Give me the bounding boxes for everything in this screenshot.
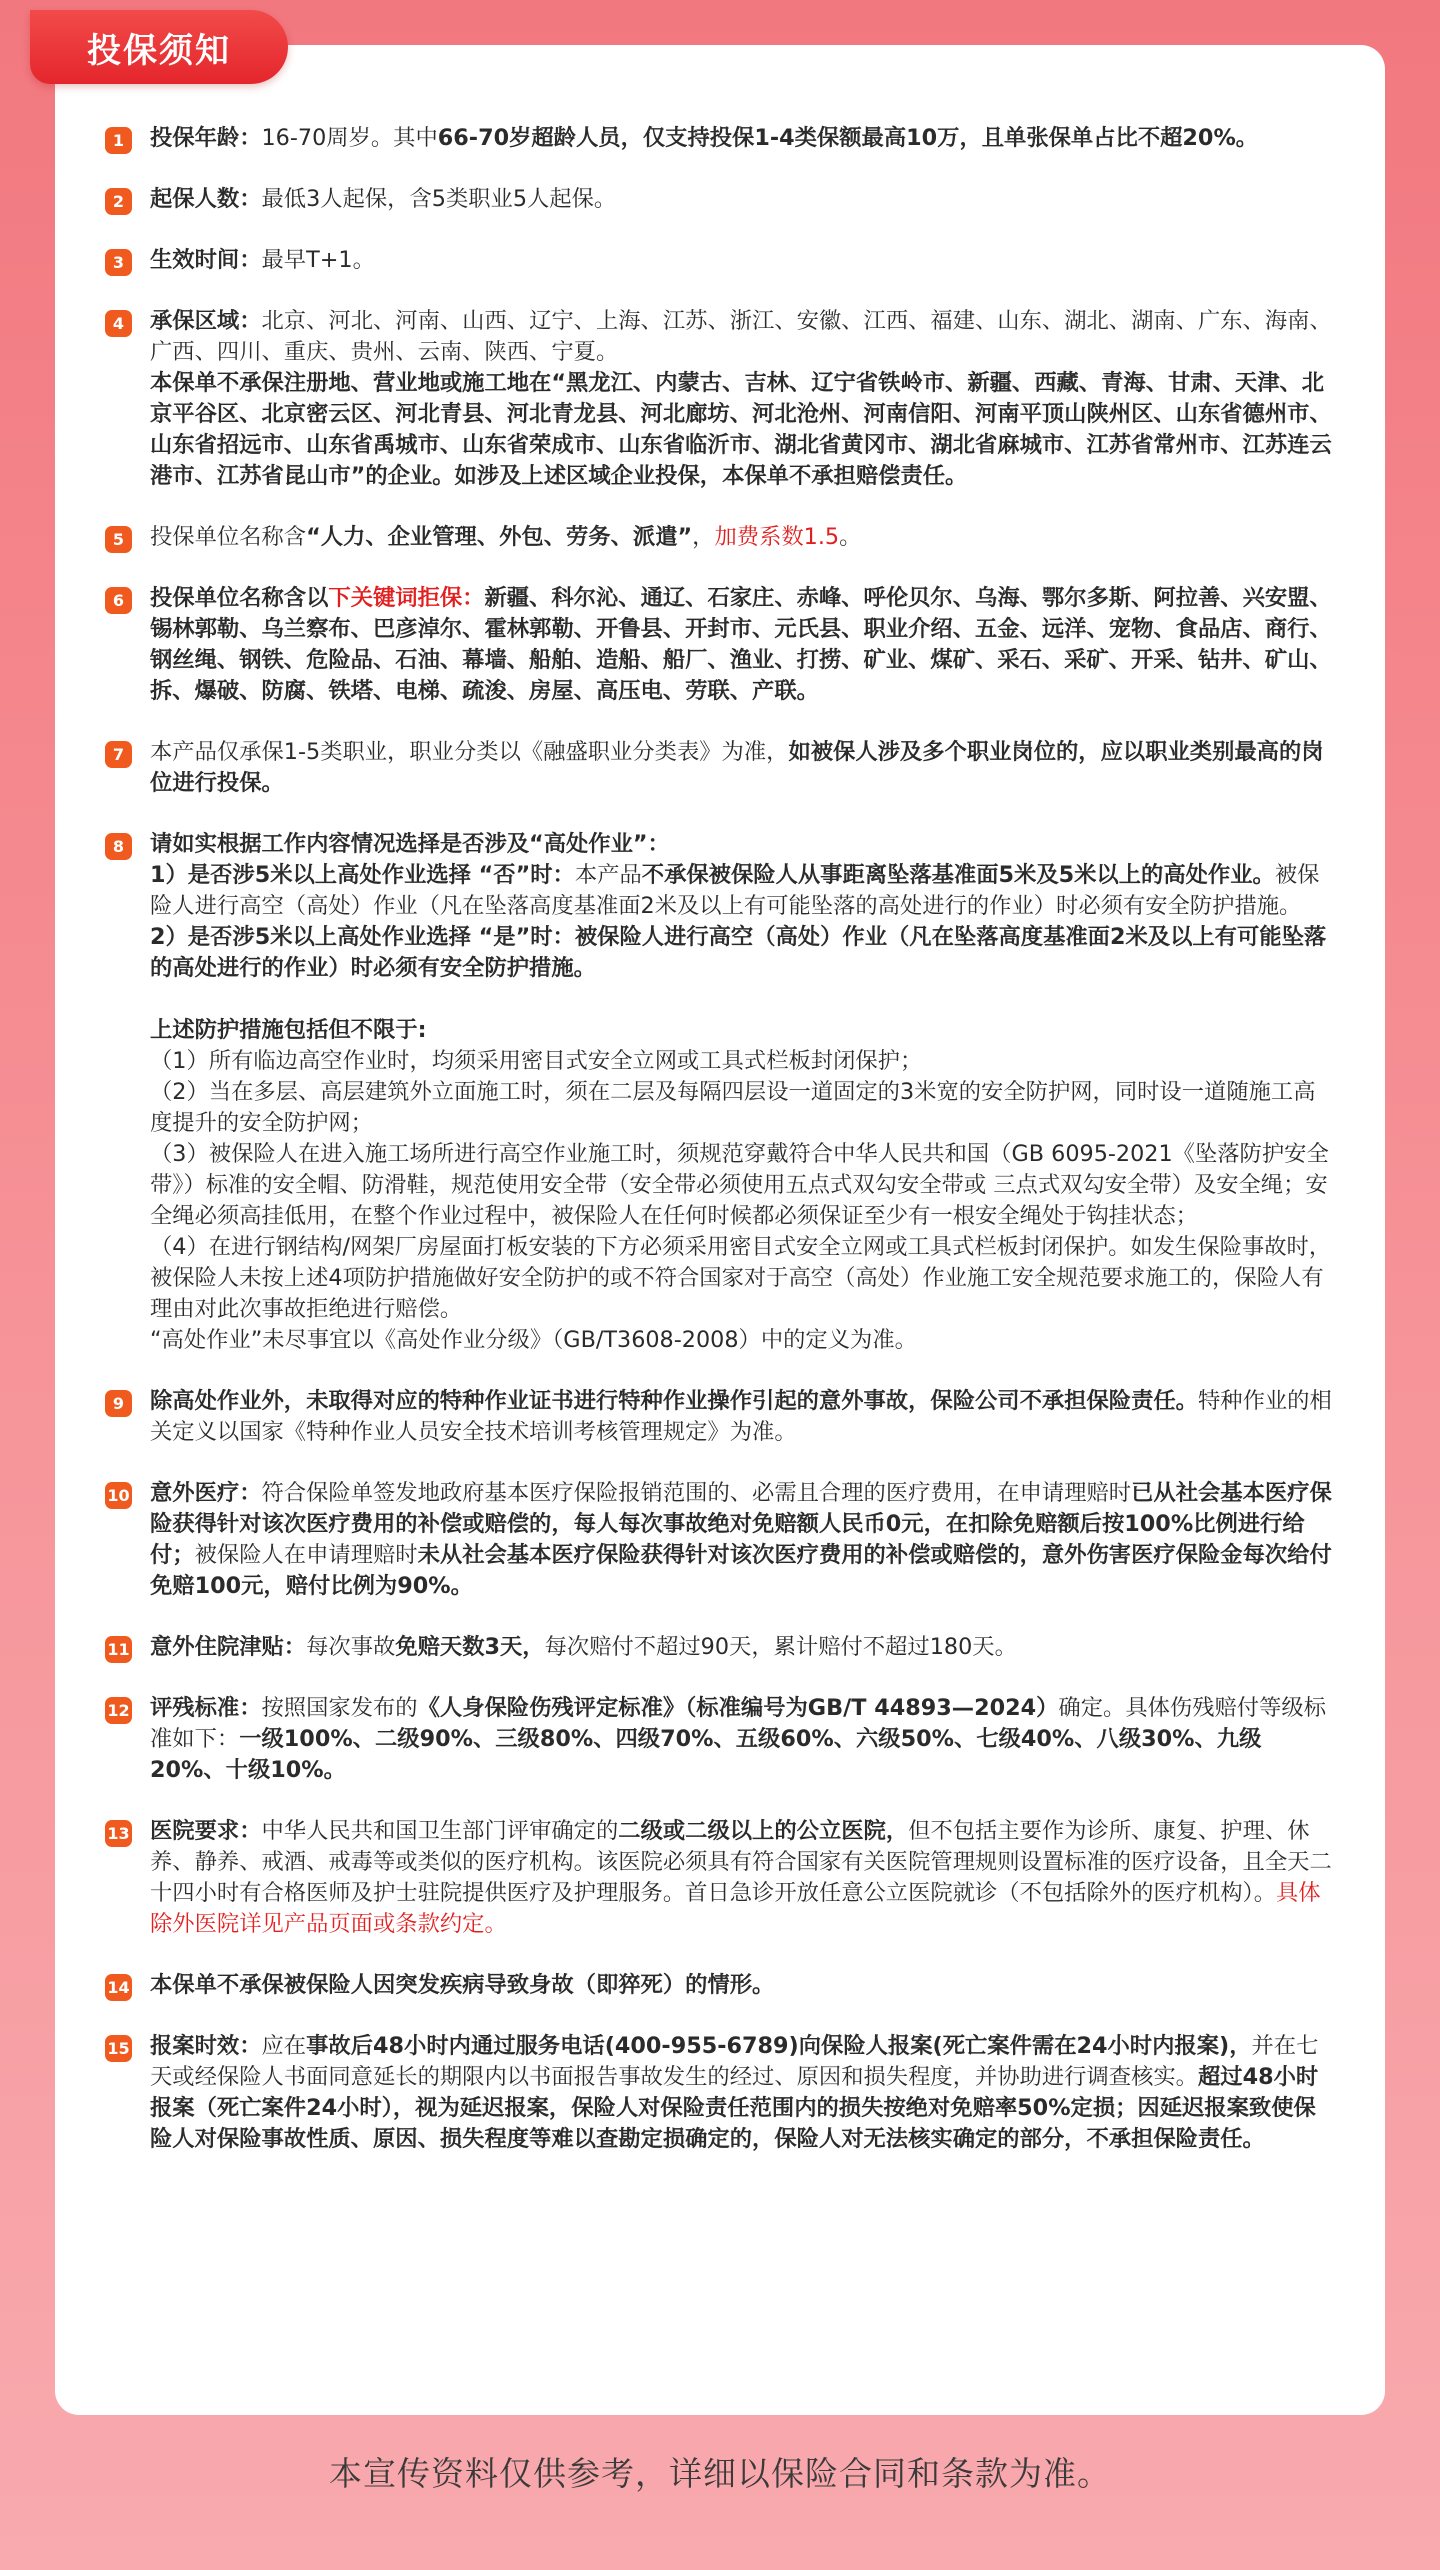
item-number-badge: 7 <box>105 741 132 768</box>
item-text: （4）在进行钢结构/网架厂房屋面打板安装的下方必须采用密目式安全立网或工具式栏板封闭保护。如发生保险事故时，被保险人未按上述4项防护措施做好安全防护的或不符合国家对于高空（高处）作业施工安全规范要求施工的，保险人有理由对此次事故拒绝进行赔偿。 <box>150 1234 1332 1322</box>
item-number-badge: 13 <box>105 1820 132 1847</box>
item-number-badge: 12 <box>105 1697 132 1724</box>
item-text-bold: “人力、企业管理、外包、劳务、派遣” <box>306 524 693 550</box>
item-text-bold: 免赔天数3天， <box>395 1634 545 1660</box>
item-text: 。 <box>839 524 862 550</box>
item-text: 北京、河北、河南、山西、辽宁、上海、江苏、浙江、安徽、江西、福建、山东、湖北、湖南、广东、海南、广西、四川、重庆、贵州、云南、陕西、宁夏。 <box>150 308 1332 365</box>
item-label: 医院要求： <box>150 1818 262 1844</box>
item-label: 起保人数： <box>150 186 262 212</box>
notice-item-11 <box>105 1632 1335 1663</box>
item-text-bold: 已从社会基本医疗保险获得针对该次医疗费用的补偿或赔偿的，每人每次事故绝对免赔额人民币0元，在扣除免赔额后按100%比例进行给付； <box>150 1480 1332 1568</box>
item-text-red: 下关键词拒保： <box>328 585 485 611</box>
item-text: “高处作业”未尽事宜以《高处作业分级》（GB/T3608-2008）中的定义为准。 <box>150 1327 917 1353</box>
item-label: 投保年龄： <box>150 125 262 151</box>
item-text-bold: 如被保人涉及多个职业岗位的，应以职业类别最高的岗位进行投保。 <box>150 739 1324 796</box>
item-text: 投保单位名称含 <box>150 524 307 550</box>
notice-item-13 <box>105 1816 1335 1940</box>
item-text: （3）被保险人在进入施工场所进行高空作业施工时，须规范穿戴符合中华人民共和国（GB 6095-2021《坠落防护安全带》）标准的安全帽、防滑鞋，规范使用安全带（安全带必须使用五点式双勾安全带或 三点式双勾安全带）及安全绳；安全绳必须高挂低用，在整个作业过程中，被保险人在任何时候都必须保证至少有一根安全绳处于钩挂状态； <box>150 1141 1329 1229</box>
item-text-bold: 1）是否涉5米以上高处作业选择 “否”时： <box>150 862 575 888</box>
item-text-bold: 二级或二级以上的公立医院， <box>618 1818 909 1844</box>
item-text: ， <box>692 524 715 550</box>
item-text: 本产品 <box>574 862 642 888</box>
notice-card <box>55 45 1385 2415</box>
notice-title-badge: 投保须知 <box>30 10 288 84</box>
item-number-badge: 11 <box>105 1636 132 1663</box>
item-label: 报案时效： <box>150 2033 262 2059</box>
item-text: 但不包括主要作为诊所、康复、护理、休养、静养、戒酒、戒毒等或类似的医疗机构。该医院必须具有符合国家有关医院管理规则设置标准的医疗设备，且全天二十四小时有合格医师及护士驻院提供医疗及护理服务。首日急诊开放任意公立医院就诊（不包括除外的医疗机构）。 <box>150 1818 1332 1906</box>
item-text: 最低3人起保，含5类职业5人起保。 <box>261 186 617 212</box>
item-text-bold: 66-70岁超龄人员，仅支持投保1-4类保额最高10万，且单张保单占比不超20%。 <box>437 125 1259 151</box>
item-text: 最早T+1。 <box>261 247 375 273</box>
notice-item-8 <box>105 829 1335 1356</box>
item-text: 确定。具体伤残赔付等级标准如下： <box>150 1695 1326 1752</box>
item-text-bold: 超过48小时报案（死亡案件24小时），视为延迟报案，保险人对保险责任范围内的损失按绝对免赔率50%定损；因延迟报案致使保险人对保险事故性质、原因、损失程度等难以查勘定损确定的，保险人对无法核实确定的部分，不承担保险责任。 <box>150 2064 1319 2152</box>
item-subheading: 上述防护措施包括但不限于: <box>150 1017 427 1043</box>
item-text-bold: 事故后48小时内通过服务电话(400-955-6789)向保险人报案(死亡案件需在24小时内报案)， <box>306 2033 1252 2059</box>
item-number-badge: 10 <box>105 1482 132 1509</box>
notice-item-10 <box>105 1478 1335 1602</box>
notice-item-9 <box>105 1386 1335 1448</box>
notice-item-2 <box>105 184 1335 215</box>
item-number-badge: 4 <box>105 310 132 337</box>
item-text-bold: 投保单位名称含以 <box>150 585 329 611</box>
notice-item-6 <box>105 583 1335 707</box>
item-text-bold: 《人身保险伤残评定标准》（标准编号为GB/T 44893—2024） <box>417 1695 1059 1721</box>
disclaimer-footer: 本宣传资料仅供参考，详细以保险合同和条款为准。 <box>329 2454 1111 2493</box>
notice-item-1 <box>105 123 1335 154</box>
notice-item-5 <box>105 522 1335 553</box>
item-text: 并在七天或经保险人书面同意延长的期限内以书面报告事故发生的经过、原因和损失程度，并协助进行调查核实。 <box>150 2033 1319 2090</box>
item-text-bold: 本保单不承保注册地、营业地或施工地在“黑龙江、内蒙古、吉林、辽宁省铁岭市、新疆、西藏、青海、甘肃、天津、北京平谷区、北京密云区、河北青县、河北青龙县、河北廊坊、河北沧州、河南信阳、河南平顶山陕州区、山东省德州市、山东省招远市、山东省禹城市、山东省荣成市、山东省临沂市、湖北省黄冈市、湖北省麻城市、江苏省常州市、江苏连云港市、江苏省昆山市”的企业。如涉及上述区域企业投保，本保单不承担赔偿责任。 <box>150 370 1332 489</box>
item-number-badge: 8 <box>105 833 132 860</box>
item-text-bold: 2）是否涉5米以上高处作业选择 “是”时：被保险人进行高空（高处）作业（凡在坠落高度基准面2米及以上有可能坠落的高处进行的作业）时必须有安全防护措施。 <box>150 924 1327 981</box>
item-text: （1）所有临边高空作业时，均须采用密目式安全立网或工具式栏板封闭保护； <box>150 1048 923 1074</box>
notice-item-14 <box>105 1970 1335 2001</box>
item-label: 承保区域： <box>150 308 262 334</box>
item-label: 评残标准： <box>150 1695 262 1721</box>
item-label: 意外住院津贴： <box>150 1634 307 1660</box>
item-text: 本产品仅承保1-5类职业，职业分类以《融盛职业分类表》为准， <box>150 739 789 765</box>
item-number-badge: 9 <box>105 1390 132 1417</box>
item-text: 每次事故 <box>306 1634 396 1660</box>
notice-item-15 <box>105 2031 1335 2155</box>
item-number-badge: 14 <box>105 1974 132 2001</box>
notice-item-7 <box>105 737 1335 799</box>
item-text: 被保险人在申请理赔时 <box>194 1542 418 1568</box>
item-text-bold: 不承保被保险人从事距离坠落基准面5米及5米以上的高处作业。 <box>641 862 1275 888</box>
item-heading: 请如实根据工作内容情况选择是否涉及“高处作业”： <box>150 831 670 857</box>
item-number-badge: 1 <box>105 127 132 154</box>
item-number-badge: 2 <box>105 188 132 215</box>
item-number-badge: 3 <box>105 249 132 276</box>
item-text: 被保险人进行高空（高处）作业（凡在坠落高度基准面2米及以上有可能坠落的高处进行的作业）时必须有安全防护措施。 <box>150 862 1320 919</box>
item-text: 符合保险单签发地政府基本医疗保险报销范围的、必需且合理的医疗费用，在申请理赔时 <box>261 1480 1132 1506</box>
item-text: 应在 <box>261 2033 307 2059</box>
item-text-red: 加费系数1.5 <box>714 524 840 550</box>
item-number-badge: 15 <box>105 2035 132 2062</box>
item-text: 按照国家发布的 <box>261 1695 418 1721</box>
item-text-bold: 本保单不承保被保险人因突发疾病导致身故（即猝死）的情形。 <box>150 1972 775 1998</box>
notice-item-4 <box>105 306 1335 492</box>
item-text-bold: 一级100%、二级90%、三级80%、四级70%、五级60%、六级50%、七级40%、八级30%、九级20%、十级10%。 <box>150 1726 1262 1783</box>
item-number-badge: 6 <box>105 587 132 614</box>
item-text: 每次赔付不超过90天，累计赔付不超过180天。 <box>544 1634 1017 1660</box>
item-text: 特种作业的相关定义以国家《特种作业人员安全技术培训考核管理规定》为准。 <box>150 1388 1332 1445</box>
notice-item-12 <box>105 1693 1335 1786</box>
item-number-badge: 5 <box>105 526 132 553</box>
item-text: 16-70周岁。其中 <box>261 125 438 151</box>
item-text: 中华人民共和国卫生部门评审确定的 <box>261 1818 619 1844</box>
item-text-bold: 新疆、科尔沁、通辽、石家庄、赤峰、呼伦贝尔、乌海、鄂尔多斯、阿拉善、兴安盟、锡林郭勒、乌兰察布、巴彦淖尔、霍林郭勒、开鲁县、开封市、元氏县、职业介绍、五金、远洋、宠物、食品店、商行、钢丝绳、钢铁、危险品、石油、幕墙、船舶、造船、船厂、渔业、打捞、矿业、煤矿、采石、采矿、开采、钻井、矿山、拆、爆破、防腐、铁塔、电梯、疏浚、房屋、高压电、劳联、产联。 <box>150 585 1332 704</box>
item-label: 生效时间： <box>150 247 262 273</box>
item-text-bold: 未从社会基本医疗保险获得针对该次医疗费用的补偿或赔偿的，意外伤害医疗保险金每次给付免赔100元，赔付比例为90%。 <box>150 1542 1332 1599</box>
item-text: （2）当在多层、高层建筑外立面施工时，须在二层及每隔四层设一道固定的3米宽的安全防护网，同时设一道随施工高度提升的安全防护网； <box>150 1079 1316 1136</box>
item-text-bold: 除高处作业外，未取得对应的特种作业证书进行特种作业操作引起的意外事故，保险公司不承担保险责任。 <box>150 1388 1198 1414</box>
notice-item-3 <box>105 245 1335 276</box>
item-label: 意外医疗： <box>150 1480 262 1506</box>
item-text-red: 具体除外医院详见产品页面或条款约定。 <box>150 1880 1321 1937</box>
